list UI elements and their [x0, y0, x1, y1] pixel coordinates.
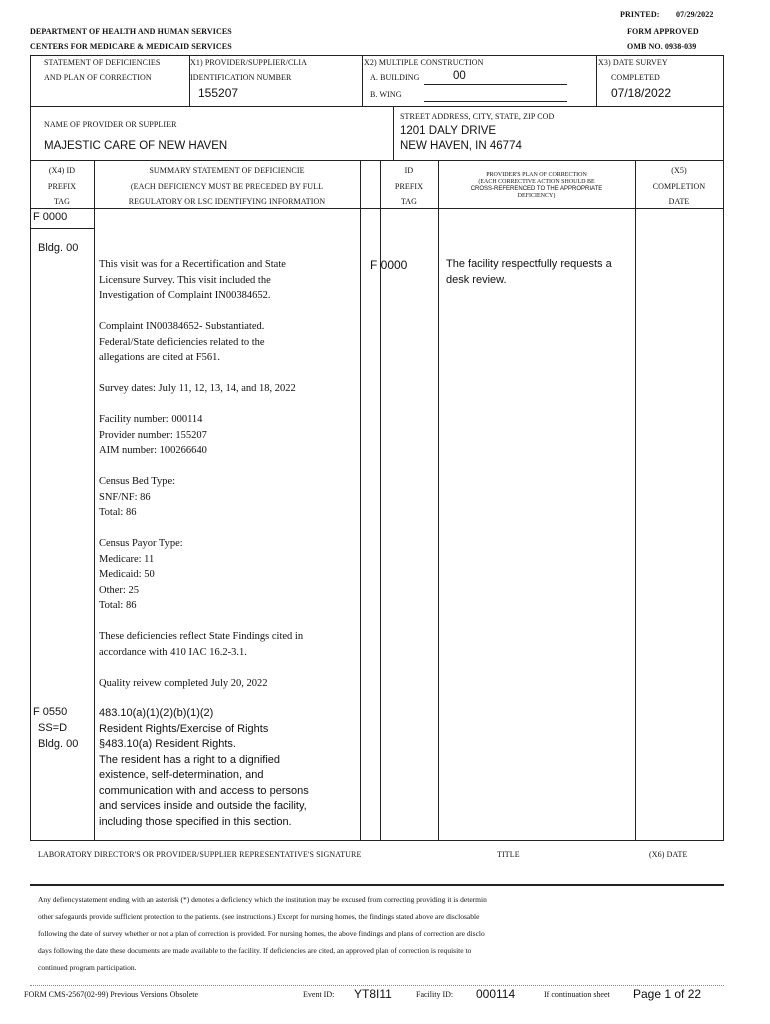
top-box-divider-3: [596, 55, 597, 107]
tag-row-divider: [30, 228, 94, 229]
form-approved: FORM APPROVED: [627, 27, 699, 36]
id-header-1: ID: [404, 166, 414, 175]
plan-text-1-line-1: The facility respectfully requests a: [446, 258, 612, 270]
summary-line: including those specified in this section.: [99, 815, 292, 828]
summary-line: Complaint IN00384652- Substantiated.: [99, 321, 265, 332]
building-label: A. BUILDING: [370, 73, 420, 82]
table-divider-plan: [635, 160, 636, 840]
page-number: Page 1 of 22: [633, 987, 702, 1001]
x1-label-2: IDENTIFICATION NUMBER: [190, 73, 292, 82]
provider-number: 155207: [198, 86, 239, 100]
continuation-label: If continuation sheet: [544, 990, 610, 999]
scope-severity: SS=D: [38, 722, 68, 734]
facility-id: 000114: [476, 987, 516, 1001]
summary-line: Licensure Survey. This visit included the: [99, 274, 271, 286]
column-header-bottom-border: [30, 208, 724, 209]
signature-bottom-rule: [30, 884, 724, 886]
top-box-divider-2: [362, 55, 363, 107]
x5-header-1: (X5): [671, 166, 687, 175]
summary-line: [99, 660, 303, 676]
provider-box-left-border: [30, 107, 31, 161]
summary-line: [99, 366, 303, 382]
centers-title: CENTERS FOR MEDICARE & MEDICAID SERVICES: [30, 42, 232, 51]
plan-header-3: CROSS-REFERENCED TO THE APPROPRIATE: [470, 186, 603, 192]
summary-line: Other: 25: [99, 584, 139, 596]
top-box-left-border: [30, 55, 31, 107]
top-box-right-border: [723, 55, 724, 107]
x3-label-1: X3) DATE SURVEY: [598, 58, 668, 67]
summary-line: Provider number: 155207: [99, 429, 207, 441]
x3-label-2: COMPLETED: [611, 73, 660, 82]
provider-box-divider: [393, 107, 394, 161]
summary-line: These deficiencies reflect State Findings cited in: [99, 631, 304, 642]
summary-line: The resident has a right to a dignified: [99, 753, 281, 766]
id-tag-f0000: F 0000: [370, 258, 408, 272]
statement-label-1: STATEMENT OF DEFICIENCIES: [44, 58, 161, 67]
address-line-1: 1201 DALY DRIVE: [400, 125, 497, 137]
summary-line: Medicaid: 50: [99, 569, 155, 580]
plan-header-2: (EACH CORRECTIVE ACTION SHOULD BE: [478, 179, 595, 185]
provider-name-label: NAME OF PROVIDER OR SUPPLIER: [44, 120, 177, 129]
x1-label-1: X1) PROVIDER/SUPPLIER/CLIA: [190, 58, 308, 67]
summary-header-2: (EACH DEFICIENCY MUST BE PRECEDED BY FULL: [130, 182, 324, 191]
summary-line: allegations are cited at F561.: [99, 352, 221, 363]
event-id-label: Event ID:: [303, 990, 335, 999]
event-id: YT8I11: [354, 987, 392, 1001]
building-value: 00: [453, 70, 466, 82]
summary-line: Facility number: 000114: [99, 414, 203, 425]
omb-number: OMB NO. 0938-039: [627, 42, 697, 51]
plan-text-1-line-2: desk review.: [446, 274, 507, 286]
building-underline: [424, 84, 567, 85]
disclaimer-text: [38, 891, 487, 976]
summary-line: Census Payor Type:: [99, 538, 183, 549]
summary-line: Resident Rights/Exercise of Rights: [99, 722, 269, 735]
bldg-1: Bldg. 00: [38, 242, 79, 254]
summary-line: communication with and access to persons: [99, 784, 309, 797]
summary-header-1: SUMMARY STATEMENT OF DEFICIENCIE: [149, 166, 305, 175]
provider-name: MAJESTIC CARE OF NEW HAVEN: [44, 140, 228, 152]
address-line-2: NEW HAVEN, IN 46774: [400, 140, 522, 152]
address-label: STREET ADDRESS, CITY, STATE, ZIP COD: [400, 112, 555, 121]
summary-line: Survey dates: July 11, 12, 13, 14, and 18, 2022: [99, 383, 296, 394]
id-header-3: TAG: [400, 197, 418, 206]
summary-line: [99, 459, 303, 475]
summary-line: 483.10(a)(1)(2)(b)(1)(2): [99, 707, 214, 719]
statement-label-2: AND PLAN OF CORRECTION: [44, 73, 152, 82]
summary-line: Medicare: 11: [99, 553, 155, 565]
table-left-border: [30, 160, 31, 840]
tag-f0000: F 0000: [33, 211, 68, 223]
summary-line: [99, 304, 303, 320]
summary-line: [99, 397, 303, 413]
summary-line: Quality reivew completed July 20, 2022: [99, 677, 268, 689]
id-header-2: PREFIX: [394, 182, 424, 191]
summary-line: [99, 521, 303, 537]
summary-line: existence, self-determination, and: [99, 769, 264, 781]
top-box-bottom-border: [30, 106, 724, 107]
x2-label: X2) MULTIPLE CONSTRUCTION: [364, 58, 484, 67]
footer-rule: [30, 985, 724, 986]
table-divider-summary: [360, 160, 361, 840]
summary-text-2: [99, 706, 309, 830]
printed-date: 07/29/2022: [676, 10, 714, 19]
table-divider-tag: [94, 160, 95, 840]
summary-line: Total: 86: [99, 507, 137, 518]
dept-title: DEPARTMENT OF HEALTH AND HUMAN SERVICES: [30, 27, 232, 36]
summary-header-3: REGULATORY OR LSC IDENTIFYING INFORMATION: [128, 197, 326, 206]
disclaimer-line: continued program participation.: [38, 963, 137, 972]
provider-box-bottom-border: [30, 160, 724, 161]
date-label: (X6) DATE: [649, 850, 688, 859]
summary-line: accordance with 410 IAC 16.2-3.1.: [99, 646, 247, 658]
x5-header-2: COMPLETION: [652, 182, 706, 191]
table-divider-id: [438, 160, 439, 840]
x4-header-3: TAG: [53, 197, 71, 206]
plan-header-1: PROVIDER'S PLAN OF CORRECTION: [486, 172, 587, 178]
disclaimer-line: Any defiencystatement ending with an asterisk (*) denotes a deficiency which the institution may be excused from correcting providing it is determin: [38, 895, 487, 904]
disclaimer-line: days following the date these documents are made available to the facility. If deficiencies are cited, an approved plan of correction is requisite to: [38, 946, 472, 955]
provider-box-right-border: [723, 107, 724, 161]
top-box-top-border: [30, 55, 724, 56]
wing-underline: [424, 101, 567, 102]
summary-line: Federal/State deficiencies related to the: [99, 336, 265, 348]
summary-line: This visit was for a Recertification and State: [99, 259, 286, 270]
summary-line: §483.10(a) Resident Rights.: [99, 738, 236, 750]
printed-label: PRINTED:: [620, 10, 660, 19]
signature-label: LABORATORY DIRECTOR'S OR PROVIDER/SUPPLIER REPRESENTATIVE'S SIGNATURE: [38, 850, 362, 859]
summary-line: AIM number: 100266640: [99, 445, 207, 456]
title-label: TITLE: [497, 850, 520, 859]
disclaimer-line: following the date of survey whether or not a plan of correction is provided. For nursing homes, the above findings and plans of correction are disclo: [38, 929, 485, 938]
summary-line: SNF/NF: 86: [99, 491, 151, 503]
table-right-border: [723, 160, 724, 840]
form-number: FORM CMS-2567(02-99) Previous Versions Obsolete: [24, 990, 199, 999]
tag-f0550: F 0550: [33, 706, 68, 718]
wing-label: B. WING: [370, 90, 402, 99]
x5-header-3: DATE: [668, 197, 690, 206]
facility-id-label: Facility ID:: [416, 990, 454, 999]
summary-line: and services inside and outside the facility,: [99, 800, 307, 812]
summary-line: Census Bed Type:: [99, 476, 176, 487]
summary-text-1: [99, 257, 303, 691]
x4-header-1: (X4) ID: [48, 166, 76, 175]
bldg-2: Bldg. 00: [38, 738, 79, 750]
plan-header-4: DEFICIENCY): [517, 193, 556, 199]
x4-header-2: PREFIX: [47, 182, 77, 191]
survey-date: 07/18/2022: [611, 86, 672, 100]
summary-line: Total: 86: [99, 600, 137, 611]
disclaimer-line: other safegaurds provide sufficient protection to the patients. (see instructions.) Except for nursing homes, the findings stated above are disclosable: [38, 912, 480, 921]
summary-line: [99, 614, 303, 630]
summary-line: Investigation of Complaint IN00384652.: [99, 290, 271, 301]
table-bottom-border: [30, 840, 724, 841]
